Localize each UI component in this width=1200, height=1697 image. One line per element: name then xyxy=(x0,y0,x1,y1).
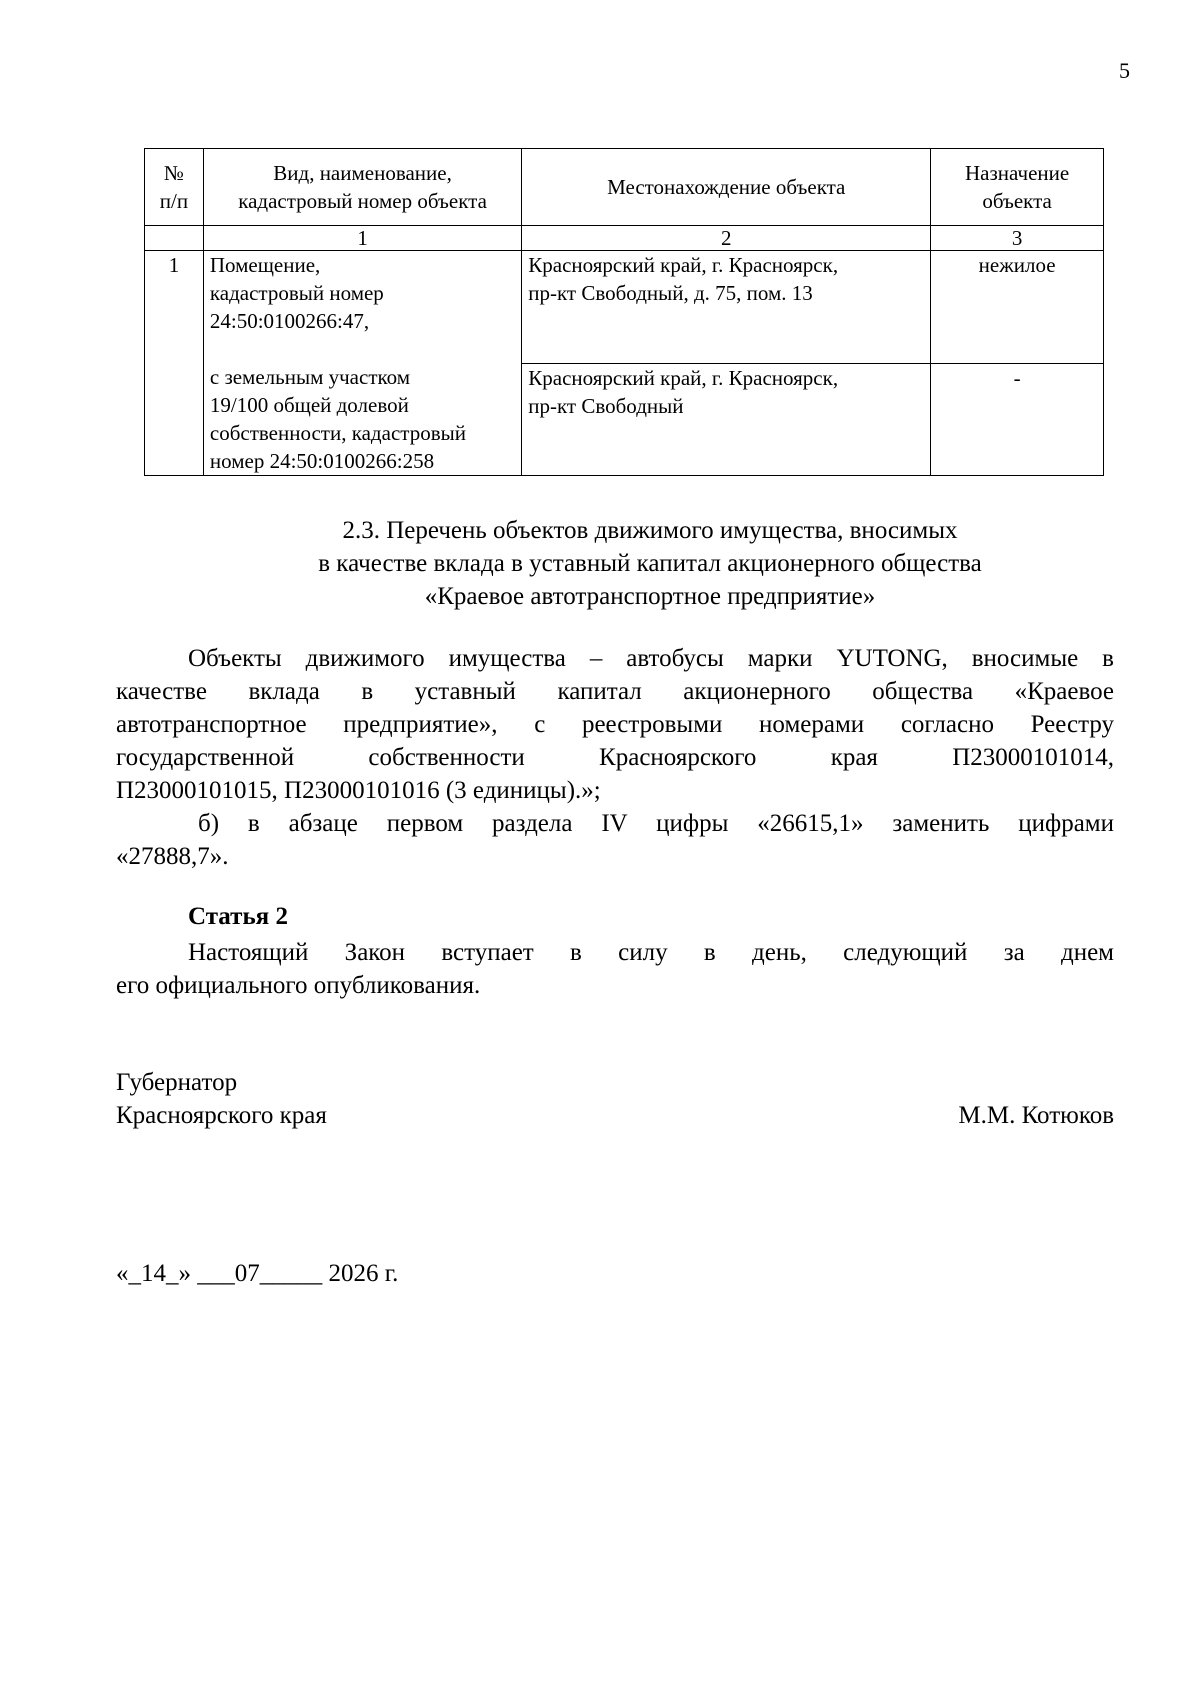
header-number: № п/п xyxy=(145,149,204,226)
paragraph-line: автотранспортное предприятие», с реестровыми номерами согласно Реестру xyxy=(116,711,1114,738)
section-title-line: 2.3. Перечень объектов движимого имущества, вносимых xyxy=(342,517,958,544)
header-name: Вид, наименование, кадастровый номер объекта xyxy=(203,149,521,226)
paragraph-line: «27888,7». xyxy=(116,843,229,870)
paragraph-line: Объекты движимого имущества – автобусы марки YUTONG, вносимые в xyxy=(188,645,1114,672)
section-title xyxy=(100,514,1200,613)
column-number xyxy=(145,226,204,251)
signature-name: М.М. Котюков xyxy=(958,1102,1114,1129)
paragraph-amendment xyxy=(116,807,1114,873)
paragraph-line: б) в абзаце первом раздела IV цифры «26615,1» заменить цифрами xyxy=(198,810,1114,837)
paragraph-line: П23000101015, П23000101016 (3 единицы).»; xyxy=(116,777,601,804)
document-date: «_14_» ___07_____ 2026 г. xyxy=(116,1260,399,1287)
column-number: 2 xyxy=(522,226,931,251)
header-location: Местонахождение объекта xyxy=(522,149,931,226)
section-title-line: в качестве вклада в уставный капитал акционерного общества xyxy=(318,550,982,577)
signature-position: Красноярского края xyxy=(116,1102,327,1129)
column-number-row xyxy=(145,226,1104,251)
page-number: 5 xyxy=(1119,58,1130,83)
table-row xyxy=(145,251,1104,364)
row-number: 1 xyxy=(145,251,204,476)
signature-block xyxy=(116,1066,1114,1132)
paragraph-line: Настоящий Закон вступает в силу в день, следующий за днем xyxy=(188,939,1114,966)
object-purpose-premises: нежилое xyxy=(931,251,1104,364)
paragraph-line: государственной собственности Красноярского края П23000101014, xyxy=(116,744,1114,771)
table-header-row xyxy=(145,149,1104,226)
object-name-land: с земельным участком 19/100 общей долевой собственности, кадастровый номер 24:50:0100266:258 xyxy=(203,363,521,476)
object-location-land: Красноярский край, г. Красноярск, пр-кт Свободный xyxy=(522,363,931,476)
signature-position: Губернатор xyxy=(116,1069,238,1096)
paragraph-line: качестве вклада в уставный капитал акционерного общества «Краевое xyxy=(116,678,1114,705)
paragraph-movable-property xyxy=(116,642,1114,807)
object-purpose-land: - xyxy=(931,363,1104,476)
objects-table xyxy=(144,148,1104,476)
object-location-premises: Красноярский край, г. Красноярск, пр-кт Свободный, д. 75, пом. 13 xyxy=(522,251,931,364)
column-number: 3 xyxy=(931,226,1104,251)
table-row xyxy=(145,363,1104,476)
section-title-line: «Краевое автотранспортное предприятие» xyxy=(424,583,876,610)
column-number: 1 xyxy=(203,226,521,251)
article-title: Статья 2 xyxy=(188,903,288,930)
paragraph-line: его официального опубликования. xyxy=(116,972,481,999)
object-name-premises: Помещение, кадастровый номер 24:50:0100266:47, xyxy=(203,251,521,364)
article-text xyxy=(116,936,1114,1002)
header-purpose: Назначение объекта xyxy=(931,149,1104,226)
